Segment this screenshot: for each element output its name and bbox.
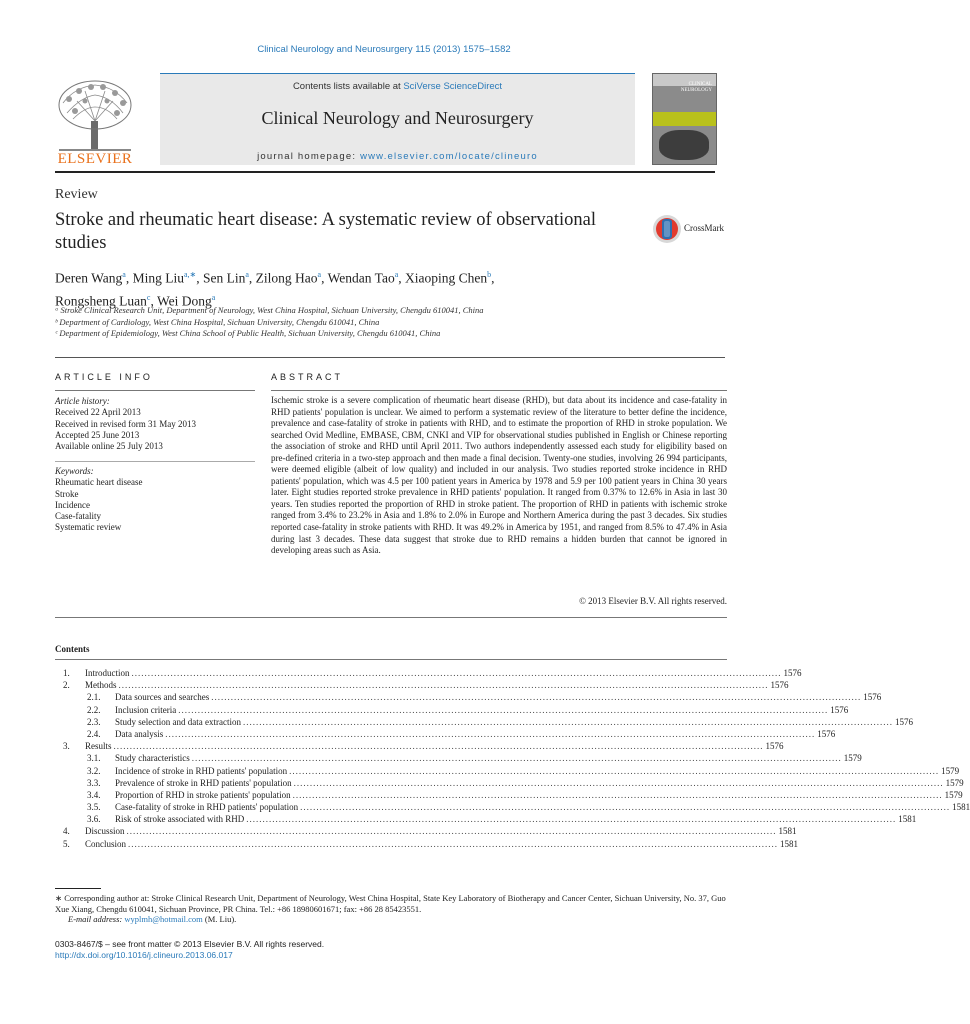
author-affiliation-mark[interactable]: a [211, 292, 216, 302]
article-info-heading: ARTICLE INFO [55, 372, 153, 382]
toc-entry-number: 2.3. [87, 716, 101, 727]
abstract-rule [271, 390, 727, 391]
author-name[interactable]: Sen Lin [202, 270, 246, 286]
journal-homepage-line [160, 151, 635, 162]
affiliation-b: ᵇ Department of Cardiology, West China Hospital, Sichuan University, Chengdu 610041, China [55, 316, 380, 327]
toc-entry[interactable] [55, 740, 784, 752]
toc-entry-title[interactable]: Incidence of stroke in RHD patients' population [115, 765, 288, 776]
author-email-line [68, 914, 236, 924]
toc-entry-title[interactable]: Results [85, 741, 112, 752]
toc-entry-number: 4. [63, 826, 70, 837]
toc-entry[interactable] [55, 838, 799, 850]
toc-entry-page[interactable]: 1579 [944, 789, 963, 800]
toc-entry-number: 2.4. [87, 728, 101, 739]
article-title: Stroke and rheumatic heart disease: A systematic review of observational studies [55, 210, 596, 253]
toc-entry-number: 5. [63, 838, 70, 849]
header-rule [55, 171, 715, 173]
abstract-heading: ABSTRACT [271, 372, 344, 382]
toc-entry[interactable] [55, 716, 913, 728]
abstract-bottom-rule [55, 617, 727, 618]
keywords [55, 466, 255, 534]
corresponding-author-footnote: ∗ Corresponding author at: Stroke Clinical Research Unit, Department of Neurology, West China Hospital, State Key Laboratory of Biotherapy and Cancer Center, Sichuan University, No. 37, Guo Xue Xiang, Chengdu 610041, Sichuan Province, PR China. Tel.: +86 18980601671; fax: +86 28 85423551. [55, 893, 726, 914]
author-list [55, 265, 655, 310]
toc-entry[interactable] [55, 679, 789, 691]
journal-homepage-link[interactable]: www.elsevier.com/locate/clineuro [360, 151, 538, 162]
history-received: Received 22 April 2013 [55, 407, 141, 418]
toc-entry[interactable] [55, 813, 917, 825]
author-separator: , [398, 270, 406, 286]
toc-entry-page[interactable]: 1576 [863, 692, 882, 703]
history-label: Article history: [55, 396, 110, 406]
crossmark-button[interactable] [652, 213, 732, 245]
toc-entry-title[interactable]: Proportion of RHD in stroke patients' population [115, 789, 291, 800]
toc-entry-title[interactable]: Discussion [85, 826, 125, 837]
homepage-prefix: journal homepage: [257, 151, 361, 162]
toc-leader-dots: ........................................................................................................................................................................................................ [131, 668, 782, 678]
sciencedirect-link[interactable]: SciVerse ScienceDirect [403, 81, 503, 92]
toc-entry-number: 2. [63, 680, 70, 691]
toc-leader-dots: ........................................................................................................................................................................................................ [165, 728, 816, 739]
toc-entry-title[interactable]: Study characteristics [115, 753, 190, 764]
toc-entry-number: 3.2. [87, 765, 101, 776]
keyword-item: Case-fatality [55, 511, 101, 522]
toc-leader-dots: ........................................................................................................................................................................................................ [113, 741, 764, 752]
keywords-label: Keywords: [55, 466, 94, 476]
toc-entry-number: 3.6. [87, 814, 101, 825]
toc-entry-number: 1. [63, 668, 70, 678]
affiliation-a: ᵃ Stroke Clinical Research Unit, Department of Neurology, West China Hospital, Sichuan University, Chengdu 610041, China [55, 305, 484, 315]
author-name[interactable]: Ming Liu [132, 270, 184, 286]
article-info-rule [55, 390, 255, 391]
email-label: E-mail address: [68, 914, 125, 924]
toc-entry[interactable] [55, 691, 882, 703]
toc-entry-title[interactable]: Risk of stroke associated with RHD [115, 814, 245, 825]
toc-entry[interactable] [55, 728, 836, 740]
toc-leader-dots: ........................................................................................................................................................................................................ [246, 814, 897, 825]
toc-entry-title[interactable]: Introduction [85, 668, 130, 678]
keyword-item: Stroke [55, 488, 79, 499]
toc-leader-dots: ........................................................................................................................................................................................................ [300, 802, 951, 813]
author-name[interactable]: Rongsheng Luan [55, 293, 147, 308]
keyword-item: Rheumatic heart disease [55, 477, 143, 488]
toc-entry[interactable] [55, 704, 849, 716]
toc-entry-title[interactable]: Methods [85, 680, 117, 691]
toc-leader-dots: ........................................................................................................................................................................................................ [242, 716, 893, 727]
cover-stripe [653, 112, 716, 126]
toc-entry-page[interactable]: 1576 [894, 716, 913, 727]
toc-entry[interactable] [55, 752, 862, 764]
toc-entry-number: 3. [63, 741, 70, 752]
author-name[interactable]: Wendan Tao [327, 270, 395, 286]
toc-entry[interactable] [55, 801, 970, 813]
author-affiliation-mark[interactable]: a [394, 270, 399, 279]
affiliation-list [55, 305, 675, 340]
affiliation-c: ᶜ Department of Epidemiology, West China School of Public Health, Sichuan University, Chengdu 610041, China [55, 328, 441, 338]
author-separator: , [150, 293, 157, 308]
toc-entry-page[interactable]: 1581 [778, 826, 797, 837]
journal-cover-thumbnail [652, 73, 717, 165]
toc-entry-number: 3.5. [87, 802, 101, 813]
toc-entry[interactable] [55, 765, 960, 777]
toc-entry-page[interactable]: 1581 [780, 838, 799, 849]
author-affiliation-mark[interactable]: b [487, 270, 492, 279]
contents-heading: Contents [55, 644, 90, 654]
toc-entry-page[interactable]: 1576 [770, 680, 789, 691]
toc-entry[interactable] [55, 777, 964, 789]
toc-entry-title[interactable]: Conclusion [85, 838, 127, 849]
journal-citation-link[interactable]: Clinical Neurology and Neurosurgery 115 (2013) 1575–1582 [257, 44, 511, 55]
toc-leader-dots: ........................................................................................................................................................................................................ [126, 826, 777, 837]
author-name[interactable]: Wei Dong [156, 293, 212, 308]
table-of-contents [55, 667, 970, 850]
history-online: Available online 25 July 2013 [55, 441, 163, 452]
toc-entry-page[interactable]: 1579 [945, 777, 964, 788]
cover-title: CLINICAL NEUROLOGY [680, 82, 712, 93]
toc-leader-dots: ........................................................................................................................................................................................................ [293, 777, 944, 788]
toc-entry-title[interactable]: Study selection and data extraction [115, 716, 241, 727]
author-name[interactable]: Deren Wang [55, 270, 123, 286]
abstract-text: Ischemic stroke is a severe complication of rheumatic heart disease (RHD), but data about its incidence and case-fatality in RHD patients' population is unclear. We aimed to perform a systematic review of the literature to better define the incidence, prevalence and case-fatality of stroke in patients with RHD, and to estimate the proportion of RHD in stroke population. We searched Ovid Medline, EMBASE, CBM, CNKI and VIP for observational studies published in English or Chinese reporting the association of stroke and RHD until April 2011. Two authors independently assessed each study for eligibility based on pre-defined criteria in a two-step approach and then made a final decision. Twenty-one studies, involving 26 994 participants, were deemed eligible (albeit of low quality) and included in our analysis. Two studies reported stroke incidence in RHD patients' population, which was 4.5 per 100 patient years in America by 1978 and 5.9 per 100 patient years in China 30 years later. Eight studies reported stroke prevalence in RHD patients' population. It ranged from 0.37% to 12.6% in Asia in last 30 years. Ten studies reported the proportion of RHD in stroke patient. The proportion of RHD in patients with ischemic stroke ranged from 3.4% to 23.2% in Asia and 1.8% to 2.0% in Europe and Northern America during the past 3 decades. Six studies reported case-fatality in stroke patients with RHD. It was 49.2% in America by 1951, and ranged from 8.5% to 47.4% in Asia during last 3 decades. These data suggest that stroke due to RHD remains a hidden burden that cannot be ignored in developing areas such as Asia. [271, 395, 727, 556]
toc-entry-number: 3.4. [87, 789, 101, 800]
toc-entry-page[interactable]: 1576 [765, 741, 784, 752]
cover-image [659, 130, 709, 160]
elsevier-logo [55, 73, 135, 168]
toc-entry-title[interactable]: Prevalence of stroke in RHD patients' population [115, 777, 292, 788]
author-separator: , [321, 270, 328, 286]
author-affiliation-mark[interactable]: a [122, 270, 126, 279]
toc-entry-title[interactable]: Inclusion criteria [115, 704, 177, 715]
crossmark-icon [652, 213, 682, 245]
toc-entry[interactable] [55, 667, 802, 679]
author-affiliation-mark[interactable]: a [317, 270, 322, 279]
footnote-rule [55, 888, 101, 889]
toc-entry[interactable] [55, 825, 797, 837]
journal-header-band [160, 73, 635, 165]
toc-entry-page[interactable]: 1576 [830, 704, 849, 715]
toc-leader-dots: ........................................................................................................................................................................................................ [178, 704, 829, 715]
author-affiliation-mark[interactable]: a [245, 270, 249, 279]
author-separator: , [248, 270, 256, 286]
toc-leader-dots: ........................................................................................................................................................................................................ [289, 765, 940, 776]
toc-entry-number: 3.1. [87, 753, 101, 764]
affiliation-rule [55, 357, 725, 358]
author-affiliation-mark[interactable]: a,∗ [183, 270, 197, 279]
keyword-item: Systematic review [55, 522, 122, 533]
toc-entry-page[interactable]: 1576 [817, 728, 836, 739]
toc-entry-title[interactable]: Data sources and searches [115, 692, 210, 703]
toc-entry-number: 2.2. [87, 704, 101, 715]
toc-entry-number: 3.3. [87, 777, 101, 788]
author-email-link[interactable]: wyplmh@hotmail.com [124, 914, 203, 924]
contents-available-line [160, 81, 635, 92]
toc-leader-dots: ........................................................................................................................................................................................................ [118, 680, 769, 691]
author-separator: , [196, 270, 203, 286]
contents-rule [55, 659, 727, 660]
toc-entry-page[interactable]: 1581 [898, 814, 917, 825]
toc-entry-page[interactable]: 1576 [783, 668, 802, 678]
crossmark-label: CrossMark [684, 223, 724, 233]
toc-leader-dots: ........................................................................................................................................................................................................ [211, 692, 862, 703]
author-name[interactable]: Xiaoping Chen [405, 270, 488, 286]
history-revised: Received in revised form 31 May 2013 [55, 418, 196, 429]
front-matter-notice: 0303-8467/$ – see front matter © 2013 Elsevier B.V. All rights reserved. [55, 939, 325, 949]
contents-prefix: Contents lists available at [292, 81, 404, 92]
toc-entry-page[interactable]: 1579 [843, 753, 862, 764]
author-name[interactable]: Zilong Hao [255, 270, 318, 286]
keyword-item: Incidence [55, 499, 90, 510]
email-suffix: (M. Liu). [202, 914, 237, 924]
elsevier-wordmark: ELSEVIER [57, 151, 133, 167]
toc-leader-dots: ........................................................................................................................................................................................................ [128, 838, 779, 849]
keywords-rule [55, 461, 255, 462]
toc-entry-number: 2.1. [87, 692, 101, 703]
toc-entry-title[interactable]: Data analysis [115, 728, 164, 739]
author-separator: , [491, 270, 495, 286]
article-section-label: Review [55, 187, 98, 202]
article-history [55, 396, 255, 452]
toc-entry-title[interactable]: Case-fatality of stroke in RHD patients' population [115, 802, 299, 813]
author-affiliation-mark[interactable]: c [146, 292, 151, 302]
history-accepted: Accepted 25 June 2013 [55, 429, 140, 440]
abstract-copyright: © 2013 Elsevier B.V. All rights reserved. [579, 596, 727, 606]
journal-name: Clinical Neurology and Neurosurgery [261, 108, 534, 128]
toc-leader-dots: ........................................................................................................................................................................................................ [191, 753, 842, 764]
author-separator: , [125, 270, 133, 286]
toc-entry-page[interactable]: 1581 [952, 802, 970, 813]
toc-entry-page[interactable]: 1579 [941, 765, 960, 776]
toc-entry[interactable] [55, 789, 963, 801]
toc-leader-dots: ........................................................................................................................................................................................................ [292, 789, 943, 800]
doi-link[interactable]: http://dx.doi.org/10.1016/j.clineuro.2013.06.017 [55, 950, 233, 960]
